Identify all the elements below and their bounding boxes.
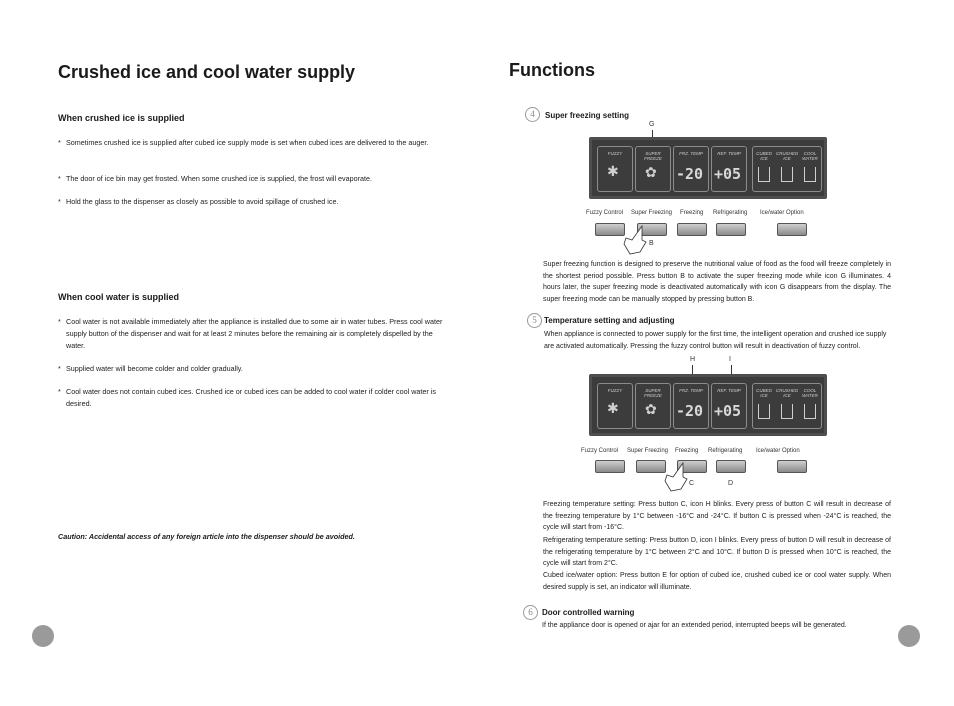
caution-note: Caution: Accidental access of any foreign article into the dispenser should be avoided. [58, 532, 355, 541]
super-freeze-segment: SUPER FREEZE ✿ [635, 146, 671, 192]
control-panel-1 [589, 137, 827, 199]
btn-label-ice-water: Ice/water Option [760, 210, 804, 216]
freeze-temp-segment: FRZ. TEMP -20 [673, 383, 709, 429]
section-5-number: 5 [527, 313, 542, 328]
crushed-ice-bullet-3: * Hold the glass to the dispenser as closely as possible to avoid spillage of crushed ice. [58, 196, 448, 208]
left-page-title: Crushed ice and cool water supply [58, 62, 356, 82]
freezing-temp-text: Freezing temperature setting: Press button C, icon H blinks. Every press of button C will result in decrease of the freezing temperature by 1°C between -16°C and -24°C. If button C is pressed when -24°C is reached, the cycle will start from -16°C. [543, 501, 891, 532]
freeze-temp-display: -20 [676, 165, 704, 183]
ref-temp-segment: REF. TEMP +05 [711, 383, 747, 429]
btn-label-ice-water: Ice/water Option [756, 448, 800, 454]
btn-label-fuzzy: Fuzzy Control [581, 448, 619, 454]
page-marker-right [898, 625, 920, 647]
glass-icon [781, 167, 793, 182]
btn-label-refrigerating: Refrigerating [708, 448, 743, 454]
ice-water-segment: CUBED ICE CRUSHED ICE COOL WATER [752, 146, 822, 192]
fan-icon: ✿ [645, 401, 657, 417]
glass-icon [758, 404, 770, 419]
functions-title: Functions [509, 60, 595, 80]
cool-water-heading: When cool water is supplied [58, 292, 180, 302]
btn-label-super-freezing: Super Freezing [631, 210, 673, 216]
label-g: G [649, 121, 655, 128]
section-6-number: 6 [523, 605, 538, 620]
label-b: B [649, 240, 654, 247]
refrigerating-button[interactable] [716, 223, 746, 236]
label-i: I [729, 356, 731, 363]
section-4-number: 4 [525, 107, 540, 122]
glass-icon [804, 167, 816, 182]
glass-icon [758, 167, 770, 182]
label-h: H [690, 356, 696, 363]
cool-water-bullet-3: * Cool water does not contain cubed ices. Crushed ice or cubed ices can be added to cool water if colder cool water is desired. [58, 386, 448, 410]
fuzzy-icon: ✱ [607, 163, 619, 179]
control-panel-2 [589, 374, 827, 436]
crushed-ice-bullet-2: * The door of ice bin may get frosted. When some crushed ice is supplied, the frost will evaporate. [58, 173, 448, 185]
refrigerating-temp-text: Refrigerating temperature setting: Press button D, icon I blinks. Every press of button D will result in decrease of the refrigerating temperature by 1°C between 2°C and 10°C. If button D is pressed when 10°C is reached, the cycle will start from 2°C. [543, 537, 891, 568]
finger-icon [661, 461, 691, 497]
fuzzy-segment: FUZZY ✱ [597, 146, 633, 192]
ice-water-option-text: Cubed ice/water option: Press button E for option of cubed ice, crushed cubed ice or cool water supply. When desired supply is set, an indicator will illuminate. [543, 572, 891, 591]
btn-label-freezing: Freezing [675, 448, 699, 454]
fuzzy-segment: FUZZY ✱ [597, 383, 633, 429]
label-d: D [728, 480, 734, 487]
freeze-temp-segment: FRZ. TEMP -20 [673, 146, 709, 192]
ref-temp-segment: REF. TEMP +05 [711, 146, 747, 192]
refrigerating-button[interactable] [716, 460, 746, 473]
super-freezing-text: Super freezing function is designed to preserve the nutritional value of food as the food will freeze completely in the shortest period possible. Press button B to activate the super freezing mode while icon G illuminates. 4 hours later, the super freezing mode is deactivated automatically with icon G disappears from the display. The super freezing mode can be manually stopped by pressing button B. [543, 261, 891, 303]
freeze-temp-display: -20 [676, 402, 704, 420]
ref-temp-display: +05 [714, 402, 742, 420]
super-freezing-heading: Super freezing setting [545, 111, 630, 120]
ref-temp-display: +05 [714, 165, 742, 183]
label-c: C [689, 480, 695, 487]
finger-icon [620, 224, 650, 260]
fuzzy-icon: ✱ [607, 400, 619, 416]
crushed-ice-heading: When crushed ice is supplied [58, 113, 185, 123]
btn-label-fuzzy: Fuzzy Control [586, 210, 624, 216]
btn-label-super-freezing: Super Freezing [627, 448, 669, 454]
glass-icon [781, 404, 793, 419]
btn-label-freezing: Freezing [680, 210, 704, 216]
glass-icon [804, 404, 816, 419]
fan-icon: ✿ [645, 164, 657, 180]
super-freeze-segment: SUPER FREEZE ✿ [635, 383, 671, 429]
crushed-ice-bullet-1: * Sometimes crushed ice is supplied after cubed ice supply mode is set when cubed ices are delivered to the auger. [58, 137, 448, 149]
temp-setting-heading: Temperature setting and adjusting [544, 316, 675, 325]
btn-label-refrigerating: Refrigerating [713, 210, 748, 216]
page-marker-left [32, 625, 54, 647]
ice-water-option-button[interactable] [777, 223, 807, 236]
cool-water-bullet-1: * Cool water is not available immediately after the appliance is installed due to some air in water tubes. Press cool water supply button of the dispenser and wait for at least 2 minutes before the remaining air is completely dispelled by the water. [58, 316, 448, 352]
ice-water-option-button[interactable] [777, 460, 807, 473]
temp-setting-intro: When appliance is connected to power supply for the first time, the intelligent operation and crushed ice supply are activated automatically. Pressing the fuzzy control button will result in deactivation of fuzzy control. [544, 331, 887, 350]
door-warning-heading: Door controlled warning [542, 608, 635, 617]
cool-water-bullet-2: * Supplied water will become colder and colder gradually. [58, 363, 448, 375]
fuzzy-control-button[interactable] [595, 460, 625, 473]
ice-water-segment: CUBED ICE CRUSHED ICE COOL WATER [752, 383, 822, 429]
door-warning-text: If the appliance door is opened or ajar for an extended period, interrupted beeps will be generated. [542, 622, 847, 629]
freezing-button[interactable] [677, 223, 707, 236]
